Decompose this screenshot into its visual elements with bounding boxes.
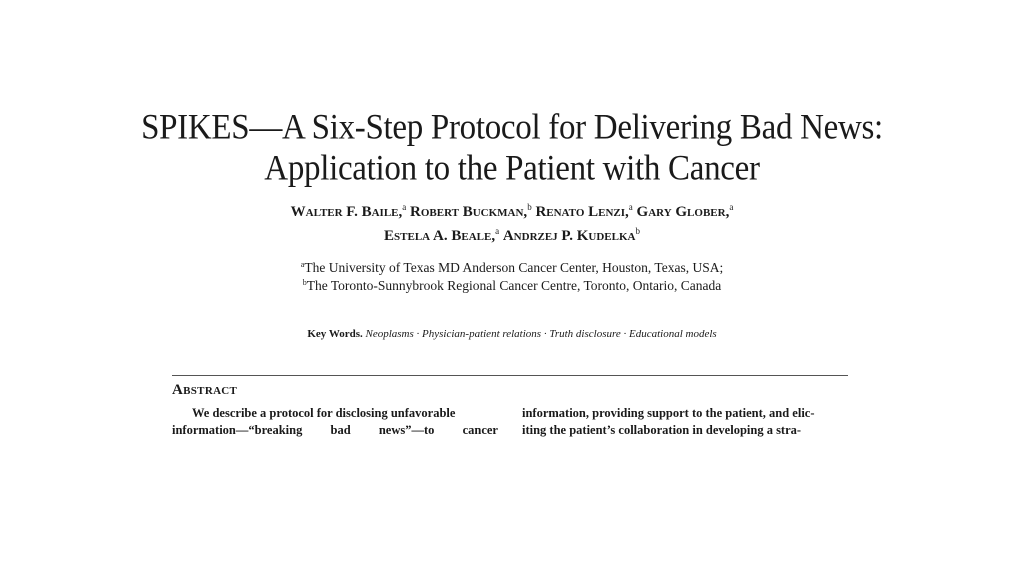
author-name: Renato Lenzi, bbox=[535, 204, 629, 220]
author-affiliation-mark: a bbox=[729, 202, 734, 212]
abstract-text-line-justified bbox=[172, 422, 498, 437]
abstract-column-left bbox=[172, 405, 498, 437]
paper-title-line-2: Application to the Patient with Cancer bbox=[264, 149, 760, 188]
keywords bbox=[0, 327, 1024, 341]
keywords-terms: Neoplasms · Physician-patient relations · Truth disclosure · Educational models bbox=[365, 328, 717, 340]
affiliation-mark: b bbox=[302, 278, 307, 287]
abstract-word: news”—to bbox=[378, 423, 435, 437]
author-name: Andrzej P. Kudelka bbox=[502, 228, 636, 244]
author-line-1 bbox=[0, 200, 1024, 224]
affiliation-line bbox=[0, 259, 1024, 277]
affiliation-mark: a bbox=[300, 260, 305, 269]
author-affiliation-mark: b bbox=[527, 202, 532, 212]
author-name: Estela A. Beale, bbox=[384, 228, 496, 244]
abstract-text-line: information, providing support to the patient, and elic- bbox=[522, 406, 815, 420]
affiliation-line bbox=[0, 277, 1024, 295]
abstract-text-line: iting the patient’s collaboration in developing a stra- bbox=[522, 423, 802, 437]
keywords-label: Key Words. bbox=[307, 328, 363, 340]
affiliation-text: The University of Texas MD Anderson Cancer Center, Houston, Texas, USA; bbox=[304, 260, 724, 275]
author-name: Robert Buckman, bbox=[410, 204, 528, 220]
author-affiliation-mark: a bbox=[495, 226, 500, 236]
author-line-2 bbox=[0, 224, 1024, 248]
abstract-text-line: We describe a protocol for disclosing unfavorable bbox=[192, 406, 456, 420]
author-list bbox=[0, 200, 1024, 248]
paper-title-line-1: SPIKES—A Six-Step Protocol for Delivering Bad News: bbox=[141, 108, 883, 147]
section-divider bbox=[172, 375, 848, 376]
abstract-word: bad bbox=[330, 423, 351, 437]
paper-title bbox=[0, 107, 1024, 189]
abstract-word: cancer bbox=[462, 423, 498, 437]
author-name: Walter F. Baile, bbox=[290, 204, 403, 220]
affiliation-text: The Toronto-Sunnybrook Regional Cancer Centre, Toronto, Ontario, Canada bbox=[306, 278, 722, 293]
author-name: Gary Glober, bbox=[636, 204, 730, 220]
author-affiliation-mark: a bbox=[402, 202, 407, 212]
abstract-word: information—“breaking bbox=[172, 423, 303, 437]
abstract-heading: Abstract bbox=[172, 382, 238, 398]
affiliations bbox=[0, 259, 1024, 295]
author-affiliation-mark: b bbox=[635, 226, 640, 236]
abstract-column-right bbox=[522, 405, 848, 437]
author-affiliation-mark: a bbox=[628, 202, 633, 212]
